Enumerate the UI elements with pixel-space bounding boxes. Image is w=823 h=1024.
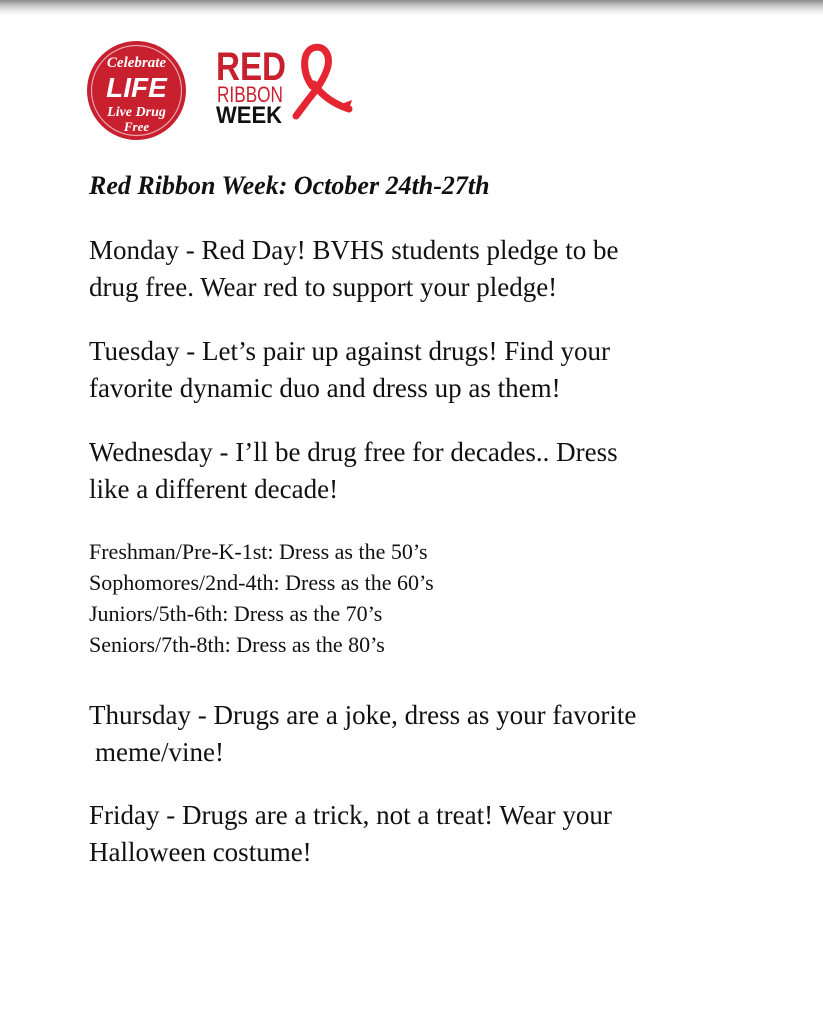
tuesday-paragraph	[89, 333, 610, 407]
thursday-line1: Thursday - Drugs are a joke, dress as your favorite	[89, 700, 637, 730]
logo-rrw-line3: WEEK	[216, 102, 283, 129]
tuesday-line1: Tuesday - Let’s pair up against drugs! Find your	[89, 336, 610, 366]
list-item: Sophomores/2nd-4th: Dress as the 60’s	[89, 570, 434, 595]
logo-rrw-line2: RIBBON	[217, 82, 283, 107]
thursday-paragraph	[89, 697, 636, 771]
wednesday-line2: like a different decade!	[89, 474, 339, 504]
friday-paragraph	[89, 797, 612, 871]
thursday-line2: meme/vine!	[95, 737, 224, 767]
friday-line2: Halloween costume!	[89, 837, 312, 867]
list-item: Seniors/7th-8th: Dress as the 80’s	[89, 632, 385, 657]
tuesday-line2: favorite dynamic duo and dress up as them!	[89, 373, 561, 403]
list-item: Freshman/Pre-K-1st: Dress as the 50’s	[89, 539, 428, 564]
logo-circle-line2: LIFE	[106, 72, 167, 103]
ribbon-icon	[296, 47, 352, 116]
red-ribbon-week-logo	[216, 42, 356, 132]
list-item: Juniors/5th-6th: Dress as the 70’s	[89, 601, 383, 626]
logo-circle-line4: Free	[123, 119, 150, 134]
top-shadow	[0, 0, 823, 16]
monday-line2: drug free. Wear red to support your pledge!	[89, 272, 558, 302]
celebrate-life-logo	[86, 40, 187, 141]
monday-paragraph	[89, 232, 618, 306]
wednesday-line1: Wednesday - I’ll be drug free for decades.. Dress	[89, 437, 618, 467]
monday-line1: Monday - Red Day! BVHS students pledge to be	[89, 235, 619, 265]
wednesday-paragraph	[89, 434, 618, 508]
logo-group	[86, 40, 366, 140]
logo-circle-line3: Live Drug	[107, 105, 166, 120]
page-title: Red Ribbon Week: October 24th-27th	[89, 171, 490, 200]
decade-list	[89, 536, 434, 660]
logo-circle-line1: Celebrate	[106, 55, 167, 71]
friday-line1: Friday - Drugs are a trick, not a treat! Wear your	[89, 800, 612, 830]
logo-rrw-line1: RED	[216, 45, 286, 89]
